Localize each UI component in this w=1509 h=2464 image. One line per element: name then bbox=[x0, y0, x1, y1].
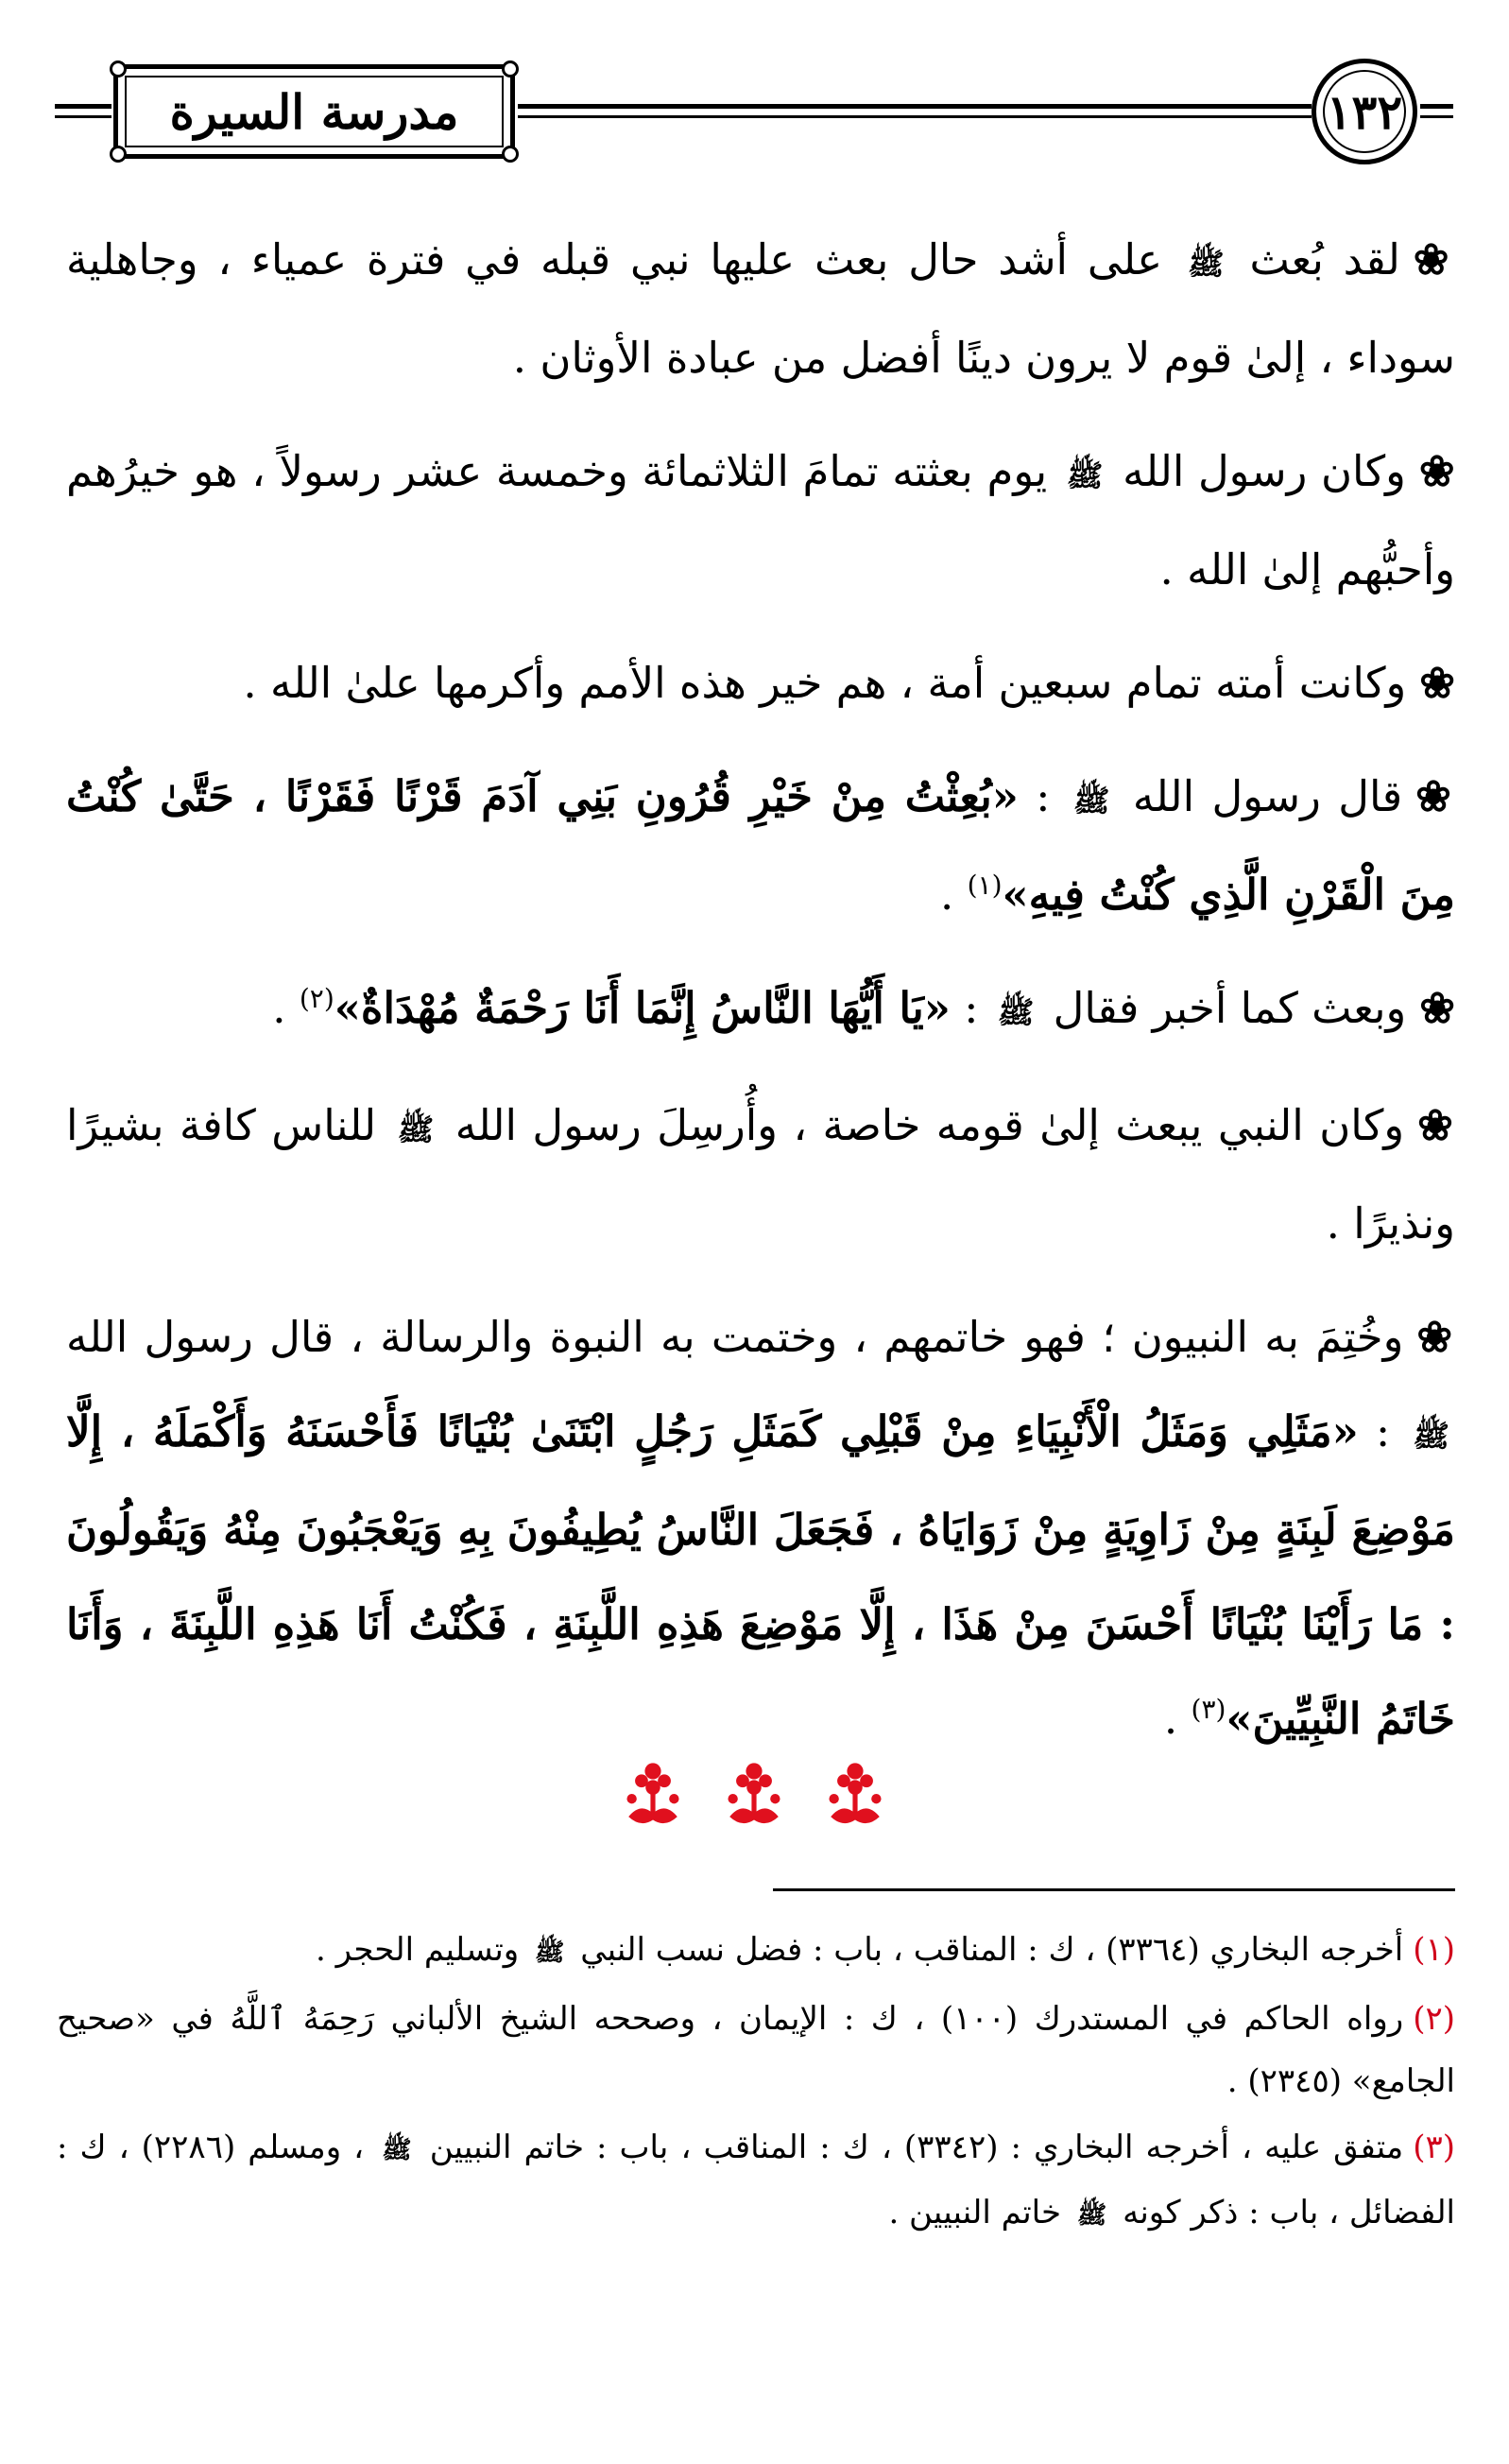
flower-bullet-icon: ❀ bbox=[1419, 983, 1455, 1033]
paragraph-text: وكان رسول الله bbox=[1123, 446, 1406, 496]
hadith-quote: «مَثَلِي وَمَثَلُ الْأَنْبِيَاءِ مِنْ قَبْلِي كَمَثَلِ رَجُلٍ ابْتَنَىٰ بُنْيَانًا فَأَحْسَنَهُ وَأَكْمَلَهُ ، إِلَّا مَوْضِعَ لَبِنَةٍ مِنْ زَاوِيَةٍ مِنْ زَوَايَاهُ ، فَجَعَلَ النَّاسُ يُطِيفُونَ بِهِ وَيَعْجَبُونَ مِنْهُ وَيَقُولُونَ : مَا رَأَيْنَا بُنْيَانًا أَحْسَنَ مِنْ هَذَا ، إِلَّا مَوْضِعَ هَذِهِ اللَّبِنَةِ ، فَكُنْتُ أَنَا هَذِهِ اللَّبِنَةَ ، وَأَنَا خَاتَمُ النَّبِيِّينَ» bbox=[66, 1406, 1455, 1744]
header-rule bbox=[55, 104, 111, 109]
header-rule bbox=[518, 115, 1312, 118]
period: . bbox=[940, 870, 968, 920]
footnote-ref[interactable]: (٢) bbox=[299, 983, 334, 1014]
flower-bullet-icon: ❀ bbox=[1416, 1312, 1455, 1362]
paragraph bbox=[66, 636, 1455, 731]
paragraph-text: على أشد حال بعث عليها نبي قبله في فترة عمياء ، وجاهلية سوداء ، إلىٰ قوم لا يرون دينًا أفضل من عبادة الأوثان . bbox=[66, 234, 1455, 383]
salutation-glyph: ﷺ bbox=[1066, 457, 1104, 493]
header-rule bbox=[518, 104, 1312, 109]
footnote-ref[interactable]: (١) bbox=[967, 870, 1003, 901]
salutation-glyph: ﷺ bbox=[1072, 783, 1110, 818]
paragraph-text: وبعث كما أخبر فقال bbox=[1053, 983, 1407, 1033]
book-title: مدرسة السيرة bbox=[169, 83, 459, 140]
main-text bbox=[66, 213, 1455, 1785]
paragraph bbox=[66, 961, 1455, 1060]
footnote bbox=[57, 1988, 1455, 2112]
footnote-ref[interactable]: (٣) bbox=[1191, 1694, 1226, 1725]
footnote-text: ، ومسلم (٢٢٨٦) ، ك : الفضائل ، باب : ذكر كونه bbox=[57, 2128, 1455, 2231]
footnote-number: (٢) bbox=[1413, 2000, 1456, 2038]
floral-ornament-icon bbox=[612, 1753, 694, 1835]
footnote-separator bbox=[773, 1888, 1455, 1891]
paragraph bbox=[66, 424, 1455, 617]
footnote bbox=[57, 1919, 1455, 1984]
paragraph bbox=[66, 750, 1455, 942]
footnote-number: (١) bbox=[1413, 1931, 1455, 1969]
footnote-text: وتسليم الحجر . bbox=[315, 1931, 520, 1969]
salutation-glyph: ﷺ bbox=[1076, 2201, 1107, 2230]
flower-bullet-icon: ❀ bbox=[1415, 771, 1455, 821]
salutation-glyph: ﷺ bbox=[397, 1111, 435, 1147]
footnote-text: متفق عليه ، أخرجه البخاري : (٣٣٤٢) ، ك : المناقب ، باب : خاتم النبيين bbox=[429, 2128, 1404, 2166]
footnote-text: أخرجه البخاري (٣٣٦٤) ، ك : المناقب ، باب : فضل نسب النبي bbox=[580, 1931, 1404, 1969]
salutation-glyph: ﷺ bbox=[997, 994, 1035, 1030]
period: . bbox=[1163, 1694, 1192, 1744]
paragraph bbox=[66, 213, 1455, 405]
header-rule bbox=[1420, 104, 1453, 109]
salutation-glyph: ﷺ bbox=[535, 1938, 565, 1967]
period: . bbox=[272, 983, 300, 1033]
footnotes bbox=[57, 1919, 1455, 2250]
floral-ornament-icon bbox=[713, 1753, 795, 1835]
paragraph bbox=[66, 1078, 1455, 1271]
salutation-glyph: ﷺ bbox=[1413, 1418, 1449, 1454]
header-rule bbox=[55, 115, 111, 118]
flower-bullet-icon: ❀ bbox=[1417, 1100, 1455, 1150]
paragraph bbox=[66, 1290, 1455, 1766]
header-rule bbox=[1420, 115, 1453, 118]
salutation-glyph: ﷺ bbox=[1187, 246, 1225, 282]
paragraph-text: للناس كافة بشيرًا ونذيرًا . bbox=[66, 1100, 1455, 1249]
footnote-number: (٣) bbox=[1413, 2128, 1455, 2166]
book-title-frame bbox=[113, 64, 515, 159]
page-number: ١٣٢ bbox=[1326, 83, 1403, 140]
salutation-glyph: ﷺ bbox=[382, 2136, 412, 2164]
hadith-quote: «يَا أَيُّهَا النَّاسُ إِنَّمَا أَنَا رَحْمَةٌ مُهْدَاةٌ» bbox=[334, 983, 951, 1033]
paragraph-text: يوم بعثته تمامَ الثلاثمائة وخمسة عشر رسولاً ، هو خيرُهم وأحبُّهم إلىٰ الله . bbox=[66, 446, 1455, 594]
colon: : bbox=[950, 983, 992, 1033]
flower-bullet-icon: ❀ bbox=[1419, 658, 1455, 708]
floral-ornament-icon bbox=[815, 1753, 896, 1835]
paragraph-text: وكانت أمته تمام سبعين أمة ، هم خير هذه الأمم وأكرمها علىٰ الله . bbox=[243, 658, 1407, 708]
section-ornament bbox=[612, 1753, 896, 1838]
colon: : bbox=[1358, 1406, 1408, 1456]
footnote-text: خاتم النبيين . bbox=[888, 2194, 1062, 2231]
paragraph-text: وكان النبي يبعث إلىٰ قومه خاصة ، وأُرسِلَ رسول الله bbox=[454, 1100, 1405, 1150]
footnote-text: رواه الحاكم في المستدرك (١٠٠) ، ك : الإيمان ، وصححه الشيخ الألباني رَحِمَهُ ٱللَّهُ في «صحيح الجامع» (٢٣٤٥) . bbox=[57, 2000, 1455, 2100]
flower-bullet-icon: ❀ bbox=[1413, 234, 1456, 284]
paragraph-text: وخُتِمَ به النبيون ؛ فهو خاتمهم ، وختمت به النبوة والرسالة ، قال رسول الله bbox=[66, 1312, 1404, 1362]
page-number-badge bbox=[1312, 59, 1417, 164]
paragraph-text: قال رسول الله bbox=[1132, 771, 1403, 821]
hadith-quote: «بُعِثْتُ مِنْ خَيْرِ قُرُونِ بَنِي آدَمَ قَرْنًا فَقَرْنًا ، حَتَّىٰ كُنْتُ مِنَ الْقَرْنِ الَّذِي كُنْتُ فِيهِ» bbox=[66, 771, 1455, 920]
colon: : bbox=[1018, 771, 1068, 821]
page-header bbox=[55, 55, 1453, 168]
flower-bullet-icon: ❀ bbox=[1418, 446, 1455, 496]
paragraph-text: لقد بُعث bbox=[1249, 234, 1400, 284]
footnote bbox=[57, 2116, 1455, 2247]
